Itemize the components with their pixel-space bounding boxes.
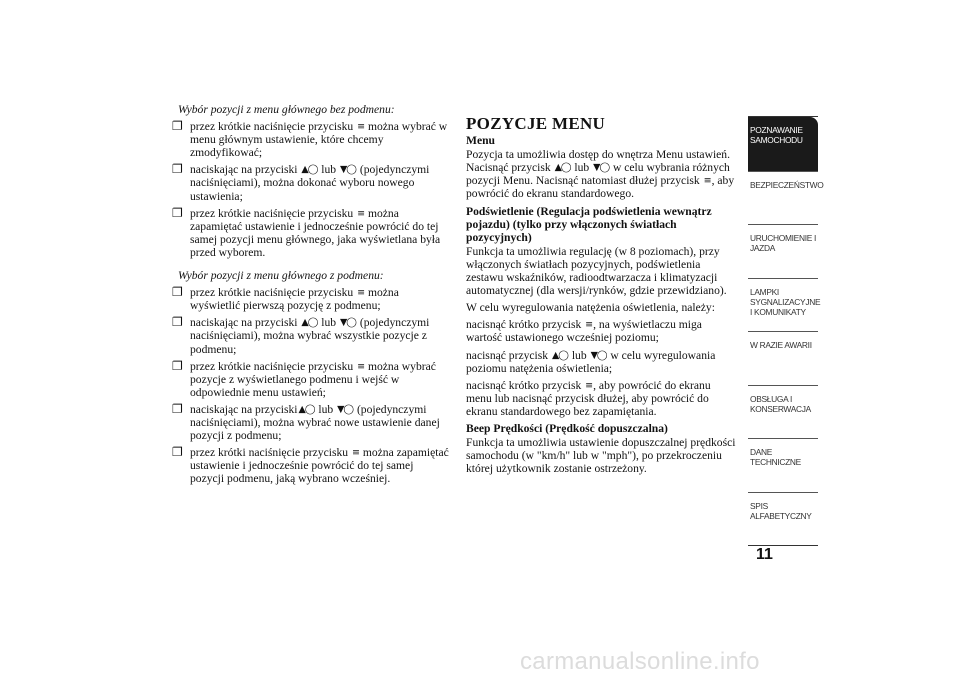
list-item: ❐ naciskając na przyciski▲◯ lub ▼◯ (pojedynczymi naciśnięciami), można wybrać nowe ustawienie danej pozycji z podmenu;: [172, 401, 440, 443]
backlight-paragraph: Funkcja ta umożliwia regulację (w 8 poziomach), przy włączonych światłach pozycyjnych, podświetlenia zestawu wskaźników, radioodtwarzacza i klimatyzacji automatycznej (dla wersji/rynków, gdzie przewidziano).: [466, 244, 727, 298]
backlight-step-1: nacisnąć krótko przycisk ≡, na wyświetlaczu miga wartość ustawionego wcześniej poziomu;: [466, 318, 702, 345]
list-item: ❐ przez krótkie naciśnięcie przycisku ≡ można wyświetlić pierwszą pozycję z podmenu;: [172, 285, 399, 313]
list-item: ❐ naciskając na przyciski ▲◯ lub ▼◯ (pojedynczymi naciśnięciami), można dokonać wyboru nowego ustawienia;: [172, 162, 430, 203]
menu-button-icon: ≡: [357, 207, 365, 219]
chapter-tab[interactable]: BEZPIECZEŃSTWO: [748, 171, 818, 225]
speed-beep-paragraph: Funkcja ta umożliwia ustawienie dopuszczalnej prędkości samochodu (w "km/h" lub w "mph"), po przekroczeniu której użytkownik zostanie ostrzeżony.: [466, 436, 736, 476]
down-button-icon: ▼◯: [593, 162, 610, 174]
chapter-tab[interactable]: W RAZIE AWARII: [748, 331, 818, 385]
up-button-icon: ▲◯: [298, 403, 315, 415]
down-button-icon: ▼◯: [340, 317, 356, 329]
chapter-tab[interactable]: SPIS ALFABETYCZNY: [748, 492, 818, 546]
menu-paragraph: Pozycja ta umożliwia dostęp do wnętrza Menu ustawień. Nacisnąć przycisk ▲◯ lub ▼◯ w celu wybrania różnych pozycji Menu. Nacisnąć natomiast dłużej przycisk ≡, aby powrócić do ekranu standardowego.: [466, 148, 735, 201]
chapter-tab[interactable]: DANE TECHNICZNE: [748, 438, 818, 492]
up-button-icon: ▲◯: [554, 162, 571, 174]
subheading-no-submenu: Wybór pozycji z menu głównego bez podmenu:: [178, 103, 395, 116]
chapter-tab[interactable]: LAMPKI SYGNALIZACYJNE I KOMUNIKATY: [748, 278, 818, 332]
menu-heading: Menu: [466, 134, 495, 148]
checkbox-bullet-icon: ❐: [172, 205, 183, 220]
menu-button-icon: ≡: [357, 360, 365, 372]
checkbox-bullet-icon: ❐: [172, 358, 183, 373]
speed-beep-heading: Beep Prędkości (Prędkość dopuszczalna): [466, 421, 668, 435]
list-with-submenu: [172, 286, 450, 485]
backlight-step-3: nacisnąć krótko przycisk ≡, aby powrócić do ekranu menu lub nacisnąć przycisk dłużej, aby powrócić do ekranu standardowego bez zapamiętania.: [466, 378, 711, 418]
checkbox-bullet-icon: ❐: [172, 315, 183, 330]
menu-button-icon: ≡: [357, 121, 365, 133]
backlight-instruction: W celu wyregulowania natężenia oświetlenia, należy:: [466, 301, 715, 315]
checkbox-bullet-icon: ❐: [172, 401, 183, 416]
checkbox-bullet-icon: ❐: [172, 162, 183, 177]
checkbox-bullet-icon: ❐: [172, 285, 183, 300]
menu-button-icon: ≡: [585, 319, 593, 331]
subheading-with-submenu: Wybór pozycji z menu głównego z podmenu:: [178, 269, 384, 283]
chapter-tabs: [748, 116, 824, 546]
checkbox-bullet-icon: ❐: [172, 119, 183, 134]
page-number: 11: [756, 546, 773, 563]
backlight-step-2: nacisnąć przycisk ▲◯ lub ▼◯ w celu wyregulowania poziomu natężenia oświetlenia;: [466, 348, 716, 375]
up-button-icon: ▲◯: [301, 164, 318, 176]
up-button-icon: ▲◯: [301, 317, 318, 329]
section-title: POZYCJE MENU: [466, 114, 606, 133]
chapter-tab[interactable]: POZNAWANIE SAMOCHODU: [748, 117, 818, 171]
menu-button-icon: ≡: [357, 287, 365, 299]
backlight-heading: Podświetlenie (Regulacja podświetlenia wewnątrz pojazdu) (tylko przy włączonych światłach pozycyjnych): [466, 204, 712, 244]
watermark: carmanualsonline.info: [520, 648, 760, 675]
list-item: ❐ przez krótkie naciśnięcie przycisku ≡ można wybrać pozycje z wyświetlanego podmenu i wejść w odpowiednie menu ustawień;: [172, 358, 436, 399]
chapter-tab[interactable]: URUCHOMIENIE I JAZDA: [748, 224, 818, 278]
down-button-icon: ▼◯: [590, 349, 607, 361]
list-item: ❐ przez krótkie naciśnięcie przycisku ≡ można wybrać w menu głównym ustawienie, które chcemy zmodyfikować;: [172, 119, 448, 160]
down-button-icon: ▼◯: [340, 164, 356, 176]
down-button-icon: ▼◯: [337, 403, 354, 415]
list-item: ❐ przez krótki naciśnięcie przycisku ≡ można zapamiętać ustawienie i jednocześnie powrócić do tej samej pozycji podmenu, jaką wybrano wcześniej.: [172, 445, 449, 486]
right-column: [466, 114, 738, 479]
list-item: ❐ naciskając na przyciski ▲◯ lub ▼◯ (pojedynczymi naciśnięciami), można wybrać wszystkie pozycje z podmenu;: [172, 315, 430, 356]
up-button-icon: ▲◯: [551, 349, 568, 361]
menu-button-icon: ≡: [351, 447, 359, 459]
checkbox-bullet-icon: ❐: [172, 445, 183, 460]
left-column: [172, 103, 450, 495]
menu-button-icon: ≡: [703, 175, 711, 187]
chapter-tab[interactable]: OBSŁUGA I KONSERWACJA: [748, 385, 818, 439]
list-no-submenu: [172, 120, 450, 259]
list-item: ❐ przez krótkie naciśnięcie przycisku ≡ można zapamiętać ustawienie i jednocześnie powrócić do tej samej pozycji menu głównego, jaka wyświetlana była przed wyborem.: [172, 205, 441, 259]
menu-button-icon: ≡: [585, 379, 593, 391]
